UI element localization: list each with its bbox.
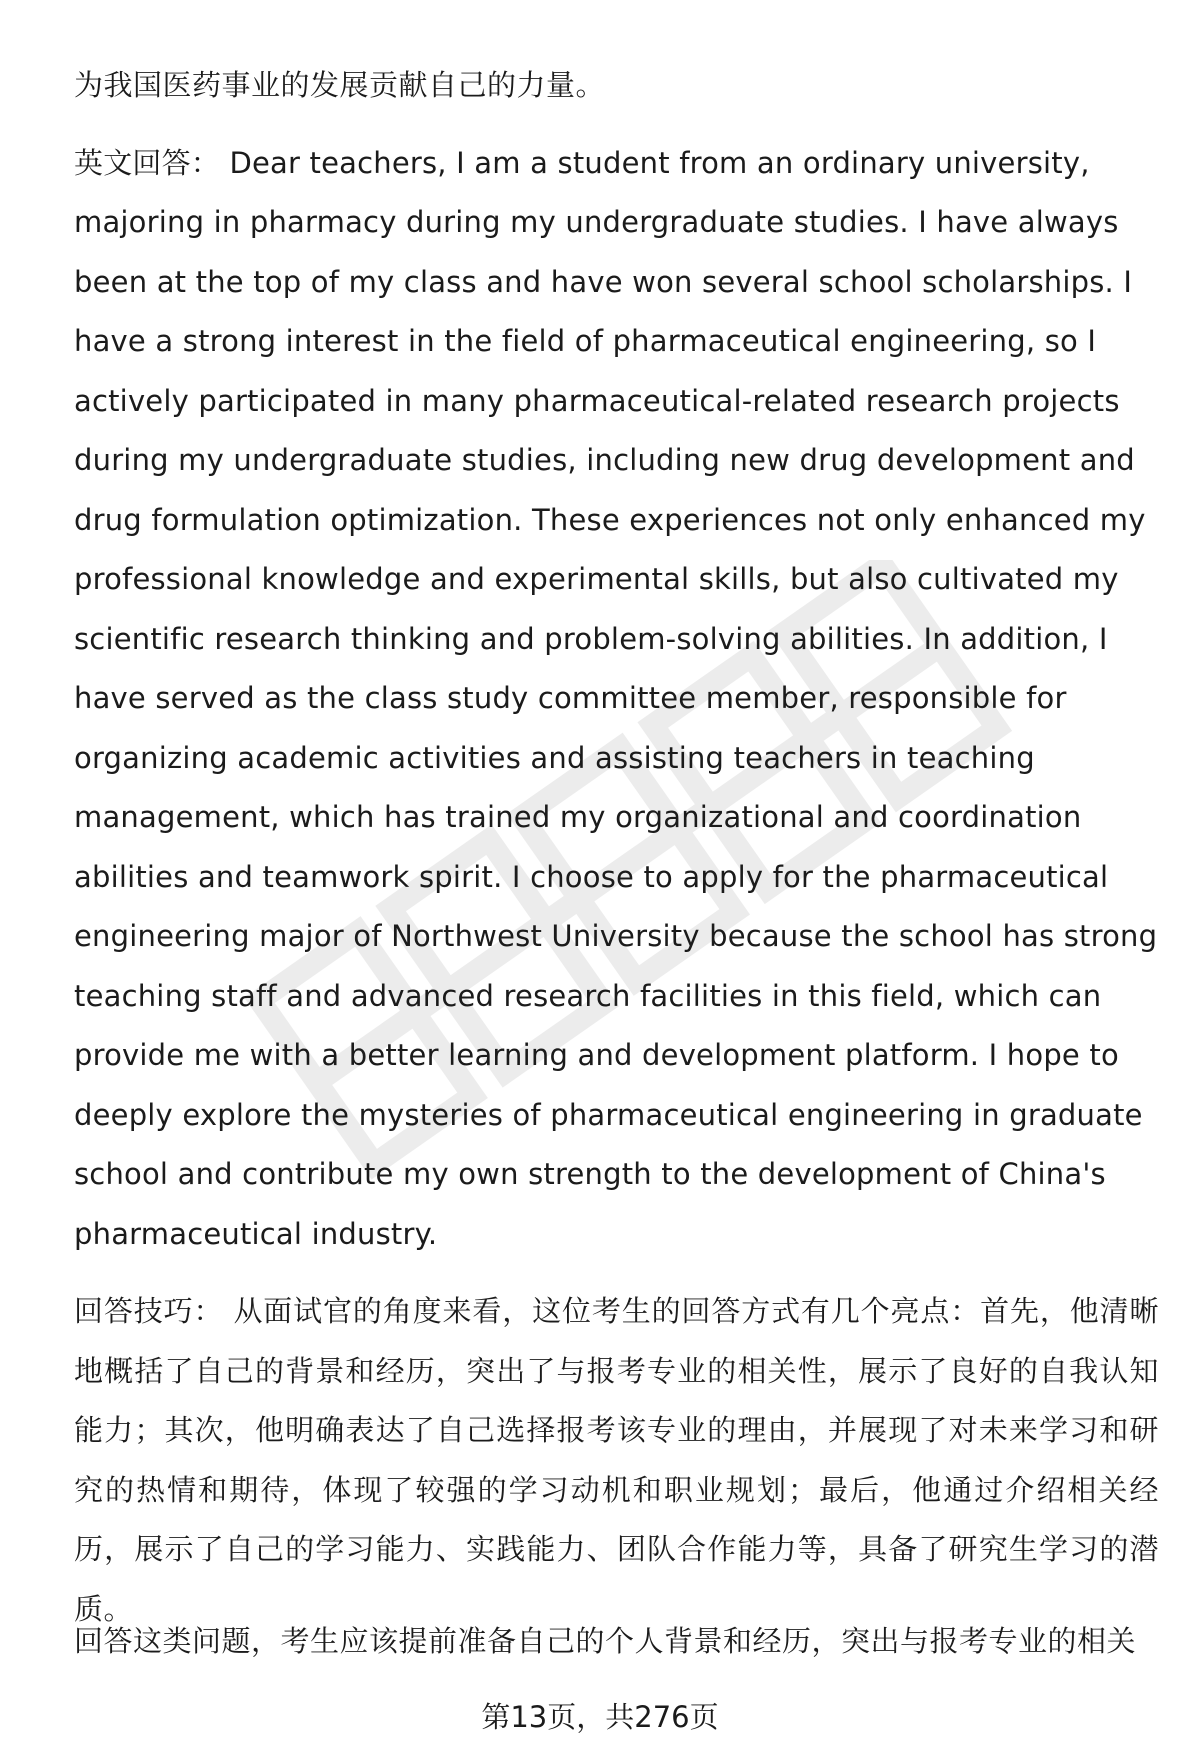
paragraph-advice: 回答这类问题，考生应该提前准备自己的个人背景和经历，突出与报考专业的相关 (74, 1624, 1137, 1658)
english-answer-text: Dear teachers, I am a student from an ordinary university, majoring in pharmacy during my undergraduate studies. I have always been at the top of my class and have won several school scholarships. I have a strong interest in the field of pharmaceutical engineering, so I actively participated in many pharmaceutical-related research projects during my undergraduate studies, including new drug development and drug formulation optimization. These experiences not only enhanced my professional knowledge and experimental skills, but also cultivated my scientific research thinking and problem-solving abilities. In addition, I have served as the class study committee member, responsible for organizing academic activities and assisting teachers in teaching management, which has trained my organizational and coordination abilities and teamwork spirit. I choose to apply for the pharmaceutical engineering major of Northwest University because the school has strong teaching staff and advanced research facilities in this field, which can provide me with a better learning and development platform. I hope to deeply explore the mysteries of pharmaceutical engineering in graduate school and contribute my own strength to the development of China's pharmaceutical industry. (74, 145, 1158, 1251)
paragraph-answer-tips (74, 1282, 1159, 1639)
paragraph-english-answer (74, 134, 1159, 1265)
page-number-footer: 第13页，共276页 (481, 1700, 719, 1734)
paragraph-text: 为我国医药事业的发展贡献自己的力量。 (74, 68, 606, 102)
document-body (74, 56, 1159, 1657)
answer-tips-label: 回答技巧： (74, 1294, 224, 1328)
answer-tips-text: 从面试官的角度来看，这位考生的回答方式有几个亮点：首先，他清晰地概括了自己的背景和经历，突出了与报考专业的相关性，展示了良好的自我认知能力；其次，他明确表达了自己选择报考该专业的理由，并展现了对未来学习和研究的热情和期待，体现了较强的学习动机和职业规划；最后，他通过介绍相关经历，展示了自己的学习能力、实践能力、团队合作能力等，具备了研究生学习的潜质。 (74, 1294, 1159, 1626)
english-answer-label: 英文回答： (74, 145, 221, 180)
paragraph-intro-closing (74, 56, 1159, 116)
